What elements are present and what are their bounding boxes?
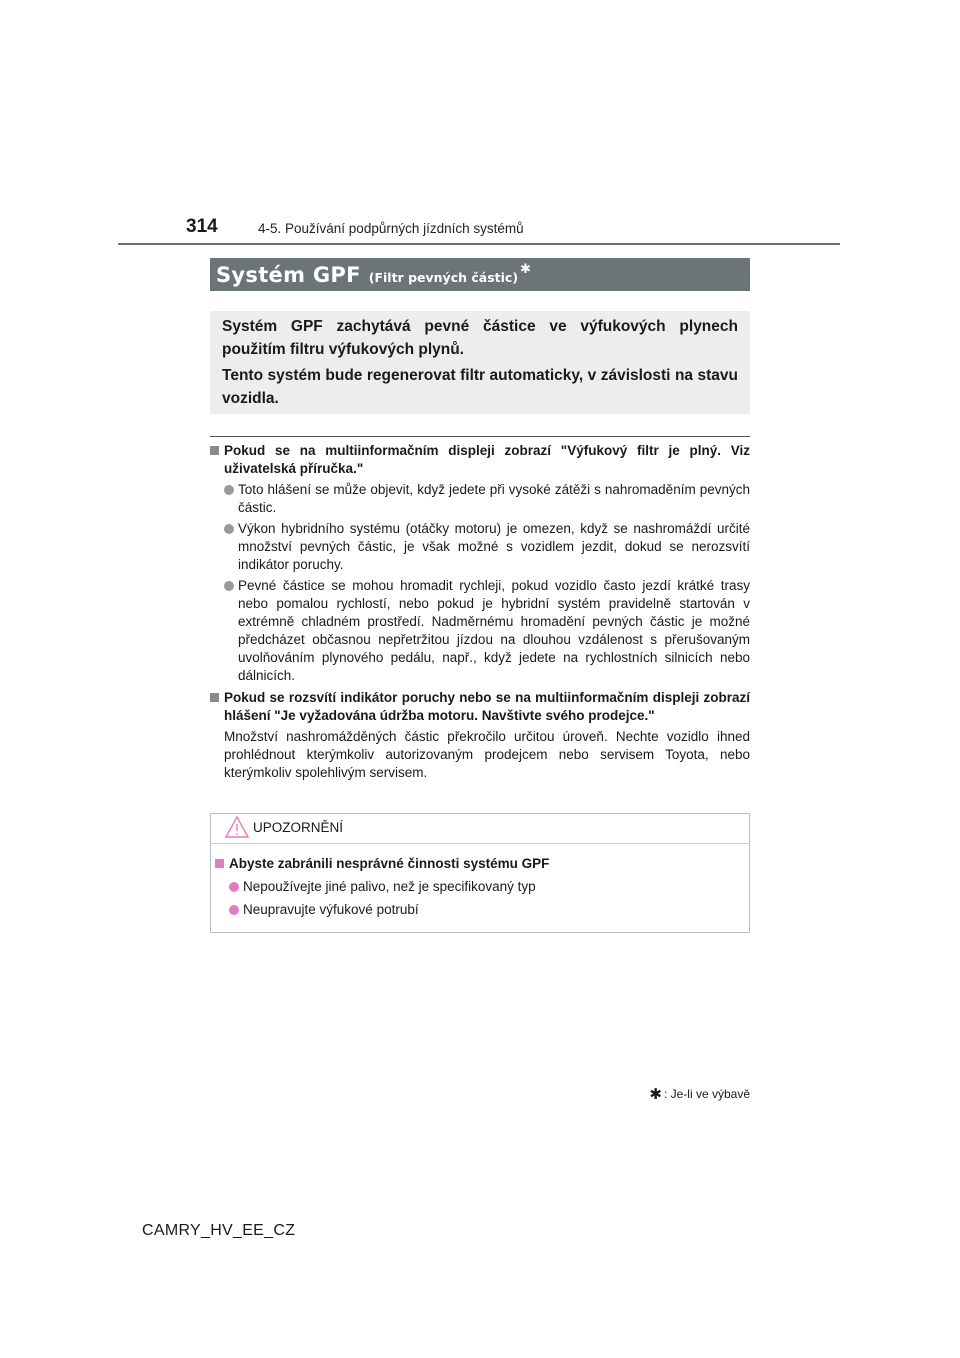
round-bullet-icon bbox=[229, 905, 239, 915]
model-code: CAMRY_HV_EE_CZ bbox=[142, 1222, 296, 1239]
warning-body bbox=[211, 844, 749, 919]
list-item bbox=[210, 520, 750, 574]
section-title-main: Systém GPF bbox=[216, 262, 361, 287]
topic-heading-2 bbox=[210, 689, 750, 725]
chapter-title: 4-5. Používání podpůrných jízdních systémů bbox=[258, 221, 524, 236]
list-item-text: Toto hlášení se může objevit, když jedete při vysoké zátěži s nahromaděním pevných částic. bbox=[238, 482, 750, 515]
availability-mark: ✱ bbox=[520, 260, 531, 276]
round-bullet-icon bbox=[224, 581, 234, 591]
content bbox=[210, 442, 750, 782]
warning-title: UPOZORNĚNÍ bbox=[253, 820, 344, 835]
topic-heading-1 bbox=[210, 442, 750, 478]
warning-item bbox=[215, 901, 749, 919]
footnote-text: : Je-li ve výbavě bbox=[663, 1087, 750, 1101]
header-rule bbox=[118, 243, 840, 245]
footnote bbox=[649, 1085, 750, 1103]
warning-box bbox=[210, 813, 750, 933]
warning-header bbox=[211, 814, 749, 844]
intro-paragraph-1: Systém GPF zachytává pevné částice ve výfukových plynech použitím filtru výfukových plynů. bbox=[222, 318, 738, 358]
topic-paragraph: Množství nashromážděných částic překročilo určitou úroveň. Nechte vozidlo ihned prohlédnout kterýmkoliv autorizovaným prodejcem nebo servisem Toyota, nebo kterýmkoliv spolehlivým servisem. bbox=[224, 729, 750, 780]
intro-paragraph-2: Tento systém bude regenerovat filtr automaticky, v závislosti na stavu vozidla. bbox=[222, 367, 738, 407]
topic-heading-text: Pokud se na multiinformačním displeji zobrazí "Výfukový filtr je plný. Viz uživatelská příručka." bbox=[224, 443, 750, 476]
divider bbox=[210, 436, 750, 437]
round-bullet-icon bbox=[224, 485, 234, 495]
footnote-mark: ✱ bbox=[649, 1086, 662, 1103]
list-item bbox=[210, 481, 750, 517]
warning-heading-text: Abyste zabránili nesprávné činnosti systému GPF bbox=[229, 856, 550, 871]
square-bullet-icon bbox=[210, 693, 219, 702]
round-bullet-icon bbox=[229, 882, 239, 892]
square-bullet-icon bbox=[210, 446, 219, 455]
page-number: 314 bbox=[186, 216, 218, 237]
section-banner bbox=[210, 258, 750, 291]
section-title-sub: (Filtr pevných částic) bbox=[368, 269, 519, 285]
topic-heading-text: Pokud se rozsvítí indikátor poruchy nebo se na multiinformačním displeji zobrazí hlášení "Je vyžadována údržba motoru. Navštivte svého prodejce." bbox=[224, 690, 750, 723]
round-bullet-icon bbox=[224, 524, 234, 534]
warning-item bbox=[215, 878, 749, 896]
list-item bbox=[210, 577, 750, 685]
warning-item-text: Neupravujte výfukové potrubí bbox=[243, 902, 419, 917]
warning-heading bbox=[215, 855, 749, 873]
warning-triangle-icon bbox=[225, 816, 249, 843]
intro-box bbox=[210, 311, 750, 414]
square-bullet-icon bbox=[215, 859, 224, 868]
warning-item-text: Nepoužívejte jiné palivo, než je specifikovaný typ bbox=[243, 879, 536, 894]
list-item-text: Výkon hybridního systému (otáčky motoru) je omezen, když se nashromáždí určité množství pevných částic, je však možné s vozidlem jezdit, dokud se nerozsvítí indikátor poruchy. bbox=[238, 521, 750, 572]
list-item-text: Pevné částice se mohou hromadit rychleji, pokud vozidlo často jezdí krátké trasy nebo pomalou rychlostí, nebo pokud je hybridní systém pravidelně startován v extrémně chladném prostředí. Nadměrnému hromadění pevných částic je možné předcházet občasnou nepřetržitou jízdou na dlouhou vzdálenost s přerušovaným uvolňováním plynového pedálu, např., když jedete na rychlostních silnicích nebo dálnicích. bbox=[238, 578, 750, 683]
